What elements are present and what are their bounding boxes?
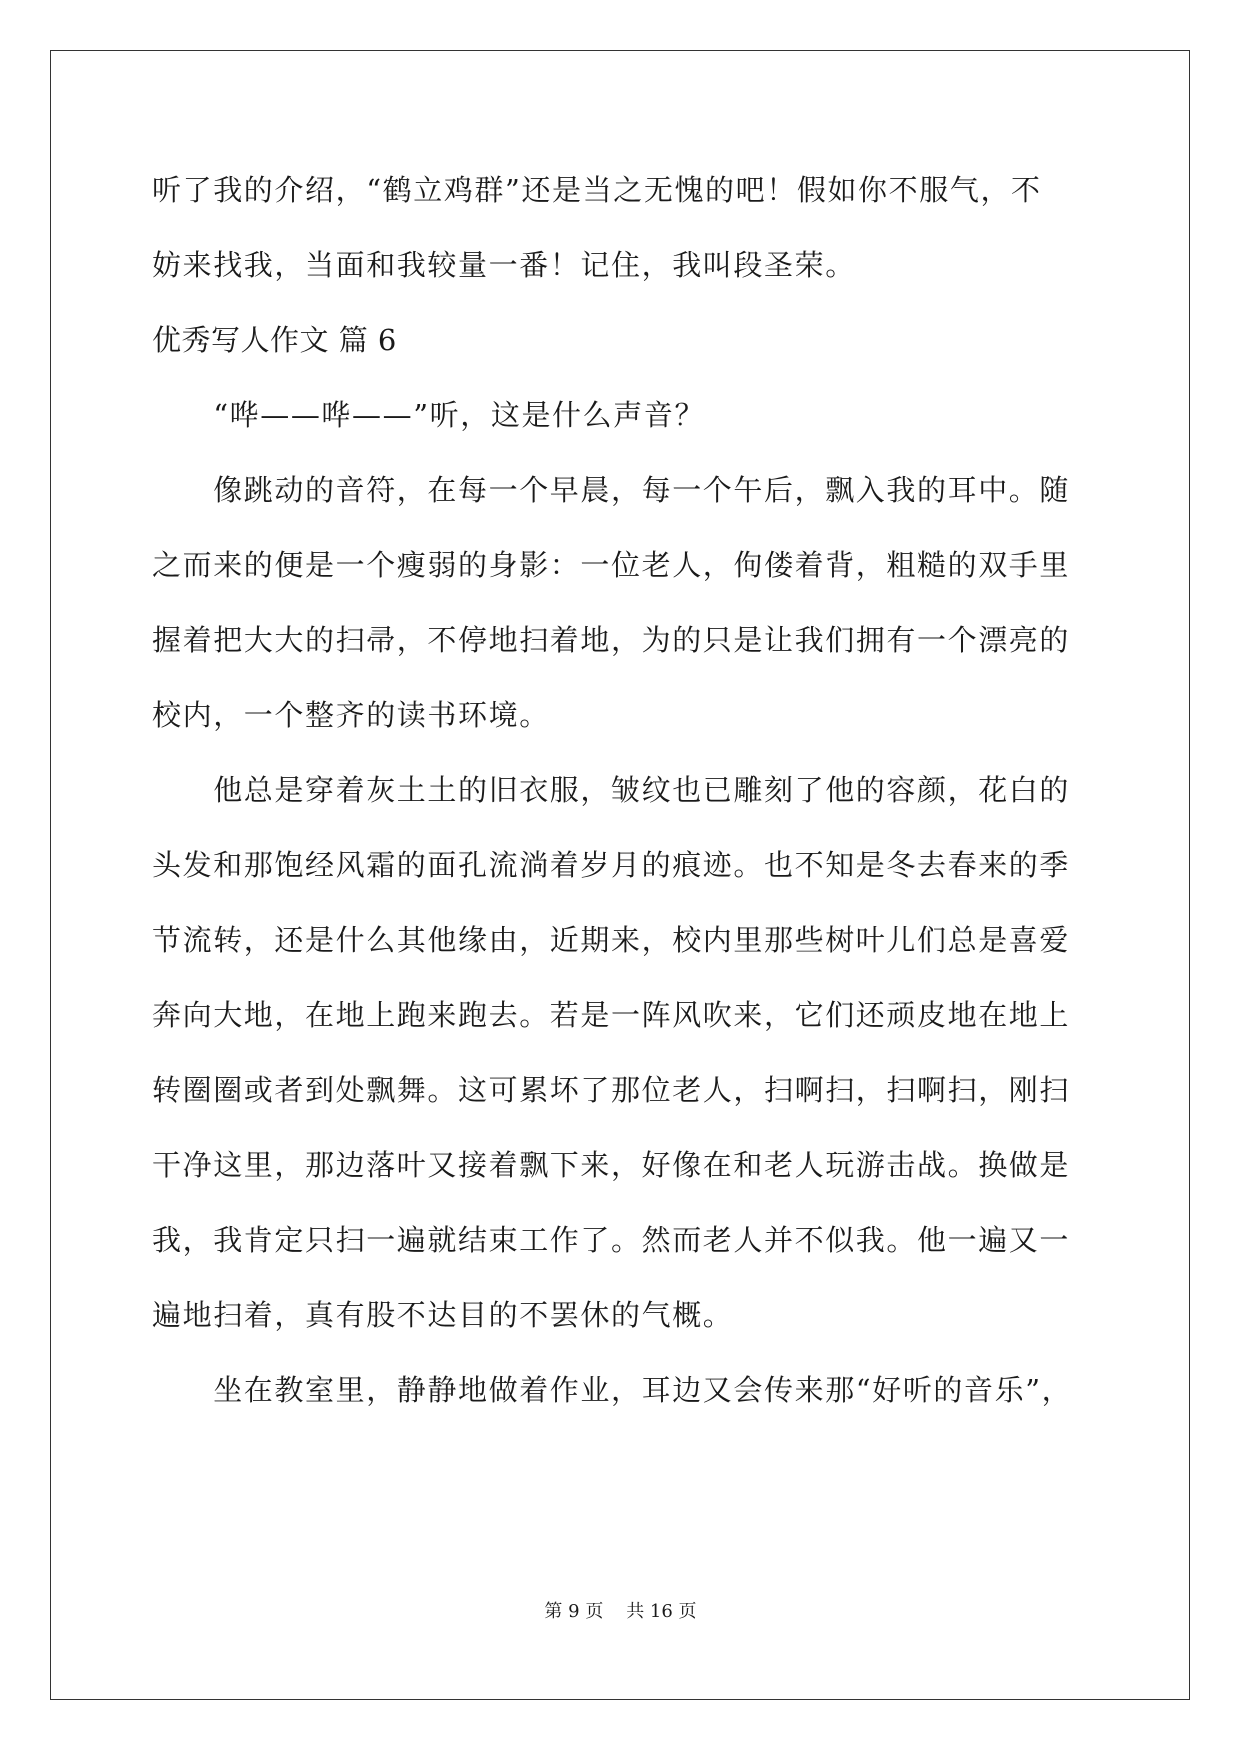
paragraph-line: 握着把大大的扫帚，不停地扫着地，为的只是让我们拥有一个漂亮的 <box>152 623 1071 657</box>
paragraph-line: 坐在教室里，静静地做着作业，耳边又会传来那“好听的音乐”， <box>152 1373 1073 1407</box>
section-title: 优秀写人作文 篇 6 <box>152 323 397 357</box>
text-line-2: 妨来找我，当面和我较量一番！记住，我叫段圣荣。 <box>152 248 856 282</box>
paragraph-line: “哗——哗——”听，这是什么声音？ <box>152 398 706 432</box>
paragraph-line: 他总是穿着灰土土的旧衣服，皱纹也已雕刻了他的容颜，花白的 <box>152 773 1071 807</box>
paragraph-line: 我，我肯定只扫一遍就结束工作了。然而老人并不似我。他一遍又一 <box>152 1223 1071 1257</box>
paragraph-line: 干净这里，那边落叶又接着飘下来，好像在和老人玩游击战。换做是 <box>152 1148 1071 1182</box>
paragraph-line: 奔向大地，在地上跑来跑去。若是一阵风吹来，它们还顽皮地在地上 <box>152 998 1071 1032</box>
text-line-1: 听了我的介绍，“鹤立鸡群”还是当之无愧的吧！假如你不服气，不 <box>152 173 1042 207</box>
paragraph-line: 节流转，还是什么其他缘由，近期来，校内里那些树叶儿们总是喜爱 <box>152 923 1071 957</box>
paragraph-line: 校内，一个整齐的读书环境。 <box>152 698 550 732</box>
paragraph-line: 遍地扫着，真有股不达目的不罢休的气概。 <box>152 1298 734 1332</box>
page-number-footer: 第 9 页 共 16 页 <box>544 1601 697 1622</box>
paragraph-line: 头发和那饱经风霜的面孔流淌着岁月的痕迹。也不知是冬去春来的季 <box>152 848 1071 882</box>
paragraph-line: 转圈圈或者到处飘舞。这可累坏了那位老人，扫啊扫，扫啊扫，刚扫 <box>152 1073 1071 1107</box>
paragraph-line: 之而来的便是一个瘦弱的身影：一位老人，佝偻着背，粗糙的双手里 <box>152 548 1071 582</box>
paragraph-line: 像跳动的音符，在每一个早晨，每一个午后，飘入我的耳中。随 <box>152 473 1071 507</box>
